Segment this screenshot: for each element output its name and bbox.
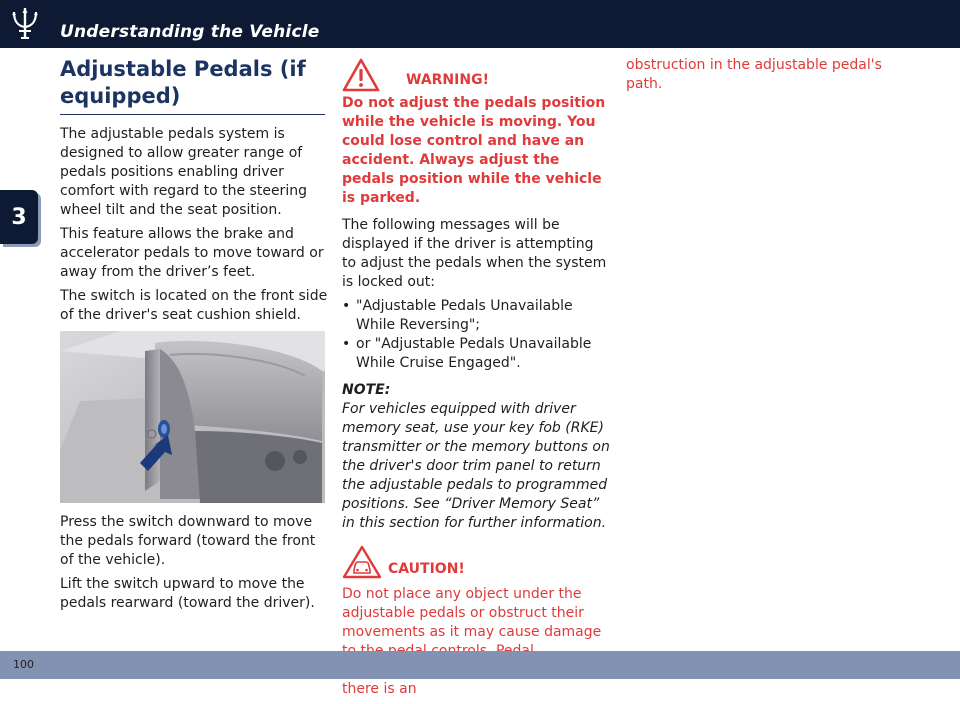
messages-intro: The following messages will be displayed if the driver is attempting to adjust the pedals when the system is locked out: [342,217,607,290]
column-1 [60,56,328,618]
list-item: • or "Adjustable Pedals Unavailable While Cruise Engaged". [342,335,610,373]
paragraph: The adjustable pedals system is designed to allow greater range of pedals positions enabling driver comfort with regard to the steering wheel tilt and the seat position. [60,126,307,218]
page-number: 100 [13,658,34,671]
list-item: • "Adjustable Pedals Unavailable While Reversing"; [342,297,610,335]
chapter-tab: 3 [0,190,38,244]
paragraph: The switch is located on the front side of the driver's seat cushion shield. [60,288,328,323]
messages-list [342,297,610,373]
warning-label: WARNING! [406,72,489,88]
section-title: Adjustable Pedals (if equipped) [60,56,325,115]
caution-car-triangle-icon [342,545,382,579]
caution-label: CAUTION! [388,561,465,577]
header-title: Understanding the Vehicle [60,22,320,42]
caution-text-continued: obstruction in the adjustable pedal's path. [626,57,882,92]
warning-header [342,58,610,92]
paragraph: Lift the switch upward to move the pedals rearward (toward the driver). [60,576,315,611]
column-2 [342,56,610,704]
paragraph: Press the switch downward to move the pedals forward (toward the front of the vehicle). [60,514,316,568]
note-label: NOTE: [342,382,391,398]
caution-text: Do not place any object under the adjustable pedals or obstruct their movements as it may cause damage there is an [342,586,602,697]
caution-header [342,545,610,579]
column-3 [626,56,894,99]
warning-text: Do not adjust the pedals position while the vehicle is moving. You could lose control and have an accident. Always adjust the pedals position while the vehicle is parked. [342,95,606,206]
trident-logo-icon [10,6,40,40]
paragraph: This feature allows the brake and accelerator pedals to move toward or away from the driver’s feet. [60,226,324,280]
note-text: For vehicles equipped with driver memory seat, use your key fob (RKE) transmitter or the memory buttons on the driver's door trim panel to return the adjustable pedals to programmed positions. See “Driver Memory Seat” in this section for further information. [342,401,610,531]
page-header [0,0,960,48]
seat-switch-photo [60,331,325,503]
page-footer [0,651,960,679]
warning-triangle-icon [342,58,380,92]
